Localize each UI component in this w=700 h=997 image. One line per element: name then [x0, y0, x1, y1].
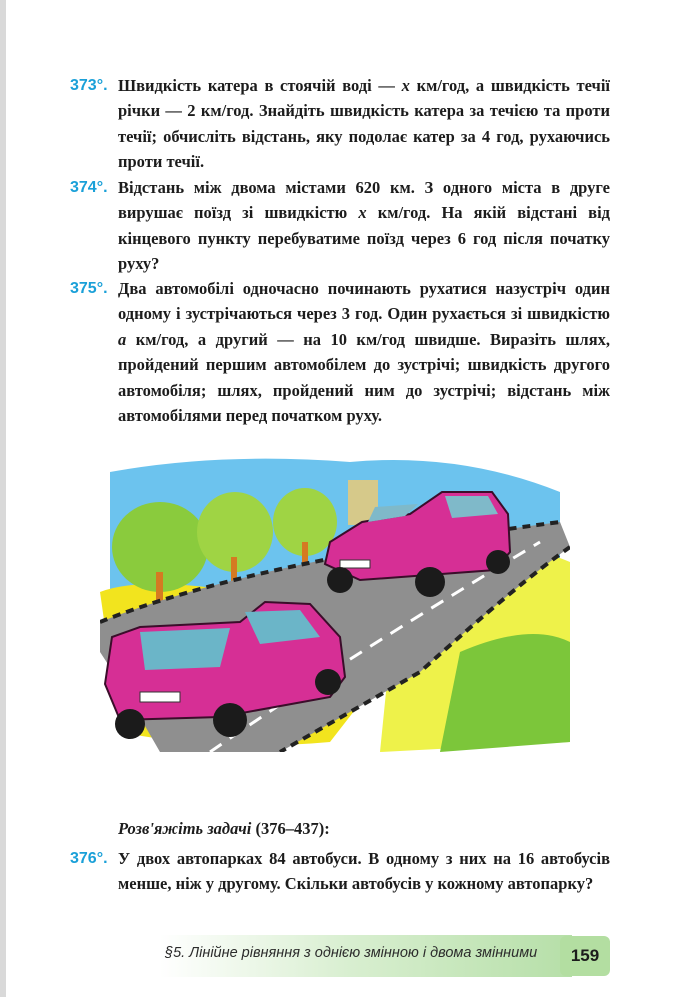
problem-number: 376°. — [70, 850, 108, 867]
page-edge — [0, 0, 6, 997]
problem-number: 375°. — [70, 280, 108, 297]
problem-text: Швидкість катера в стоячій воді — x км/год, а швидкість течії річки — 2 км/год. Знайдіть швидкість катера за течією та проти течії; обчисліть відстань, яку подолає катер за 4 год, рухаючись проти течії. — [118, 76, 610, 172]
page-number: 159 — [560, 936, 610, 976]
problem-text: У двох автопарках 84 автобуси. В одному з них на 16 автобусів менше, ніж у другому. Скільки автобусів у кожному автопарку? — [118, 849, 610, 894]
problem-text: Два автомобілі одночасно починають рухатися назустріч один одному і зустрічаються через 3 год. Один рухається зі швидкістю a км/год, а другий — на 10 км/год швидше. Виразіть шлях, пройдений першим автомобілем до зустрічі; швидкість другого автомобіля; шлях, пройдений ним до зустрічі; відстань між автомобілями перед початком руху. — [118, 279, 610, 426]
problem-number: 374°. — [70, 179, 108, 196]
problem-text: Відстань між двома містами 620 км. З одного міста в друге вирушає поїзд зі швидкістю x км/год. На якій відстані від кінцевого пункту перебуватиме поїзд через 6 год після початку руху? — [118, 178, 611, 274]
problem-number: 373°. — [70, 77, 108, 94]
tree-trunk — [156, 572, 163, 602]
section-title: §5. Лінійне рівняння з однією змінною і двома змінними — [165, 945, 538, 961]
problem-376 — [70, 846, 610, 897]
problem-374 — [70, 175, 610, 277]
cars-on-road-illustration — [100, 452, 570, 752]
task-intro: Розв'яжіть задачі (376–437): — [118, 819, 330, 838]
problem-375 — [70, 276, 610, 428]
problem-373 — [70, 73, 610, 175]
